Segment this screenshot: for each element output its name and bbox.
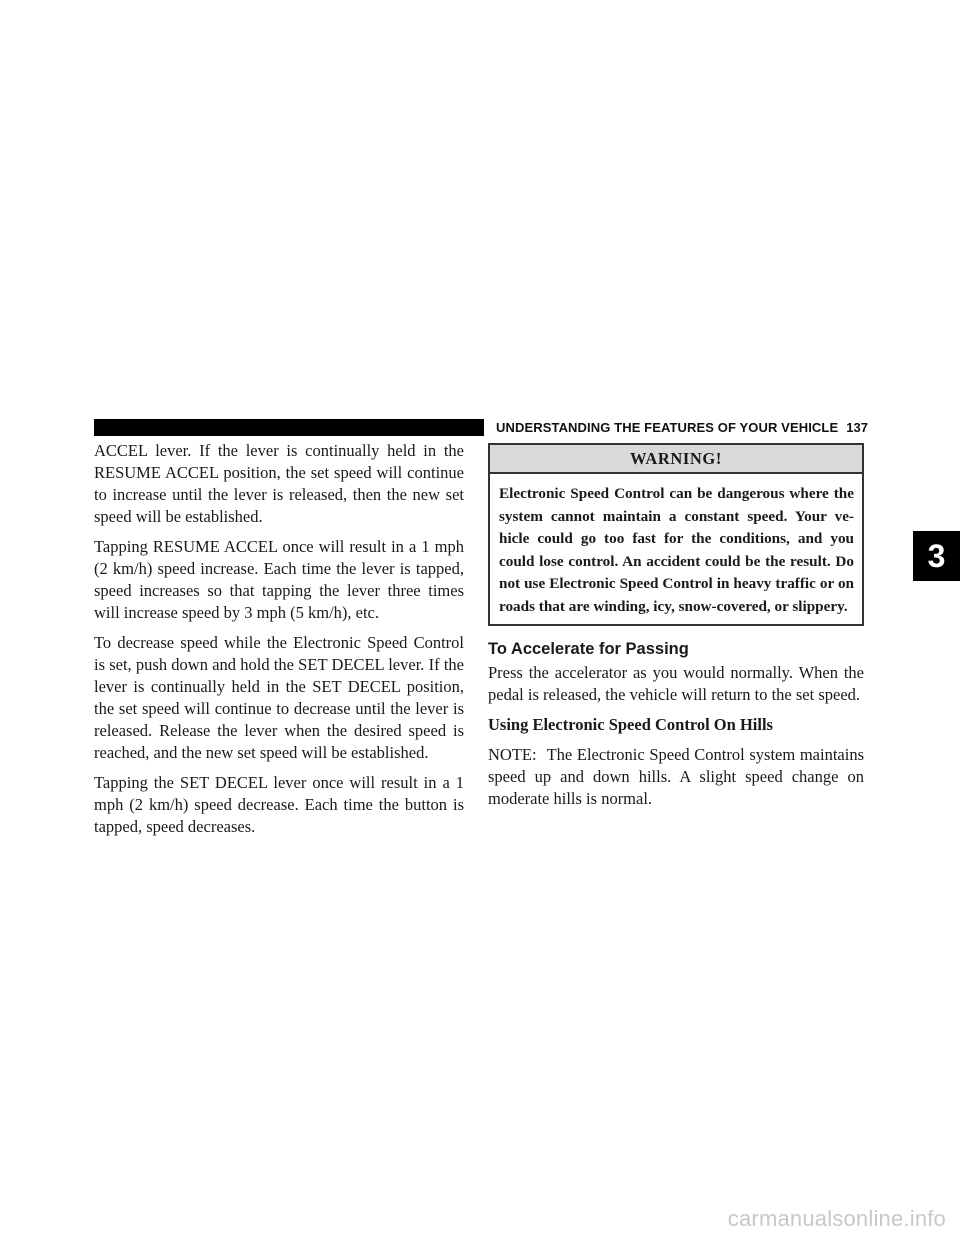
warning-box: [488, 443, 864, 626]
warning-text: Electronic Speed Control can be dangerous where the system cannot maintain a constant speed. Your ve-hicle could go too fast for the conditions, and you could lose control. An accident could be the result. Do not use Electronic Speed Control in heavy traffic or on roads that are winding, icy, snow-covered, or slippery.: [499, 485, 854, 615]
header-bar: [94, 419, 484, 436]
section-title: UNDERSTANDING THE FEATURES OF YOUR VEHICLE: [496, 420, 839, 435]
paragraph-decel-tap: Tapping the SET DECEL lever once will result in a 1 mph (2 km/h) speed decrease. Each time the button is tapped, speed decreases.: [94, 773, 464, 836]
chapter-tab: 3: [913, 531, 960, 581]
paragraph-decel-hold: To decrease speed while the Electronic Speed Control is set, push down and hold the SET DECEL lever. If the lever is continually held in the SET DECEL position, the set speed will continue to decrease until the lever is released. Release the lever when the desired speed is reached, and the new set speed will be established.: [94, 633, 464, 762]
hills-heading: Using Electronic Speed Control On Hills: [488, 715, 773, 734]
watermark-text: carmanualsonline.info: [727, 1206, 946, 1231]
note-label: NOTE:: [488, 745, 537, 764]
note-paragraph: [488, 744, 864, 810]
page-header: [94, 419, 868, 436]
right-column: [488, 443, 864, 818]
note-text: The Electronic Speed Control system maintains speed up and down hills. A slight speed change on moderate hills is normal.: [488, 745, 864, 808]
warning-title: WARNING!: [490, 445, 862, 474]
paragraph-accel-tap: Tapping RESUME ACCEL once will result in a 1 mph (2 km/h) speed increase. Each time the lever is tapped, speed increases so that tapping the lever three times will increase speed by 3 mph (5 km/h), etc.: [94, 537, 464, 622]
page-number: 137: [846, 420, 868, 435]
paragraph-accel-hold: ACCEL lever. If the lever is continually held in the RESUME ACCEL position, the set speed will continue to increase until the lever is released, then the new set speed will be established.: [94, 441, 464, 526]
passing-paragraph: Press the accelerator as you would normally. When the pedal is released, the vehicle will return to the set speed.: [488, 663, 864, 704]
passing-heading: To Accelerate for Passing: [488, 640, 689, 658]
left-column: [94, 440, 464, 846]
